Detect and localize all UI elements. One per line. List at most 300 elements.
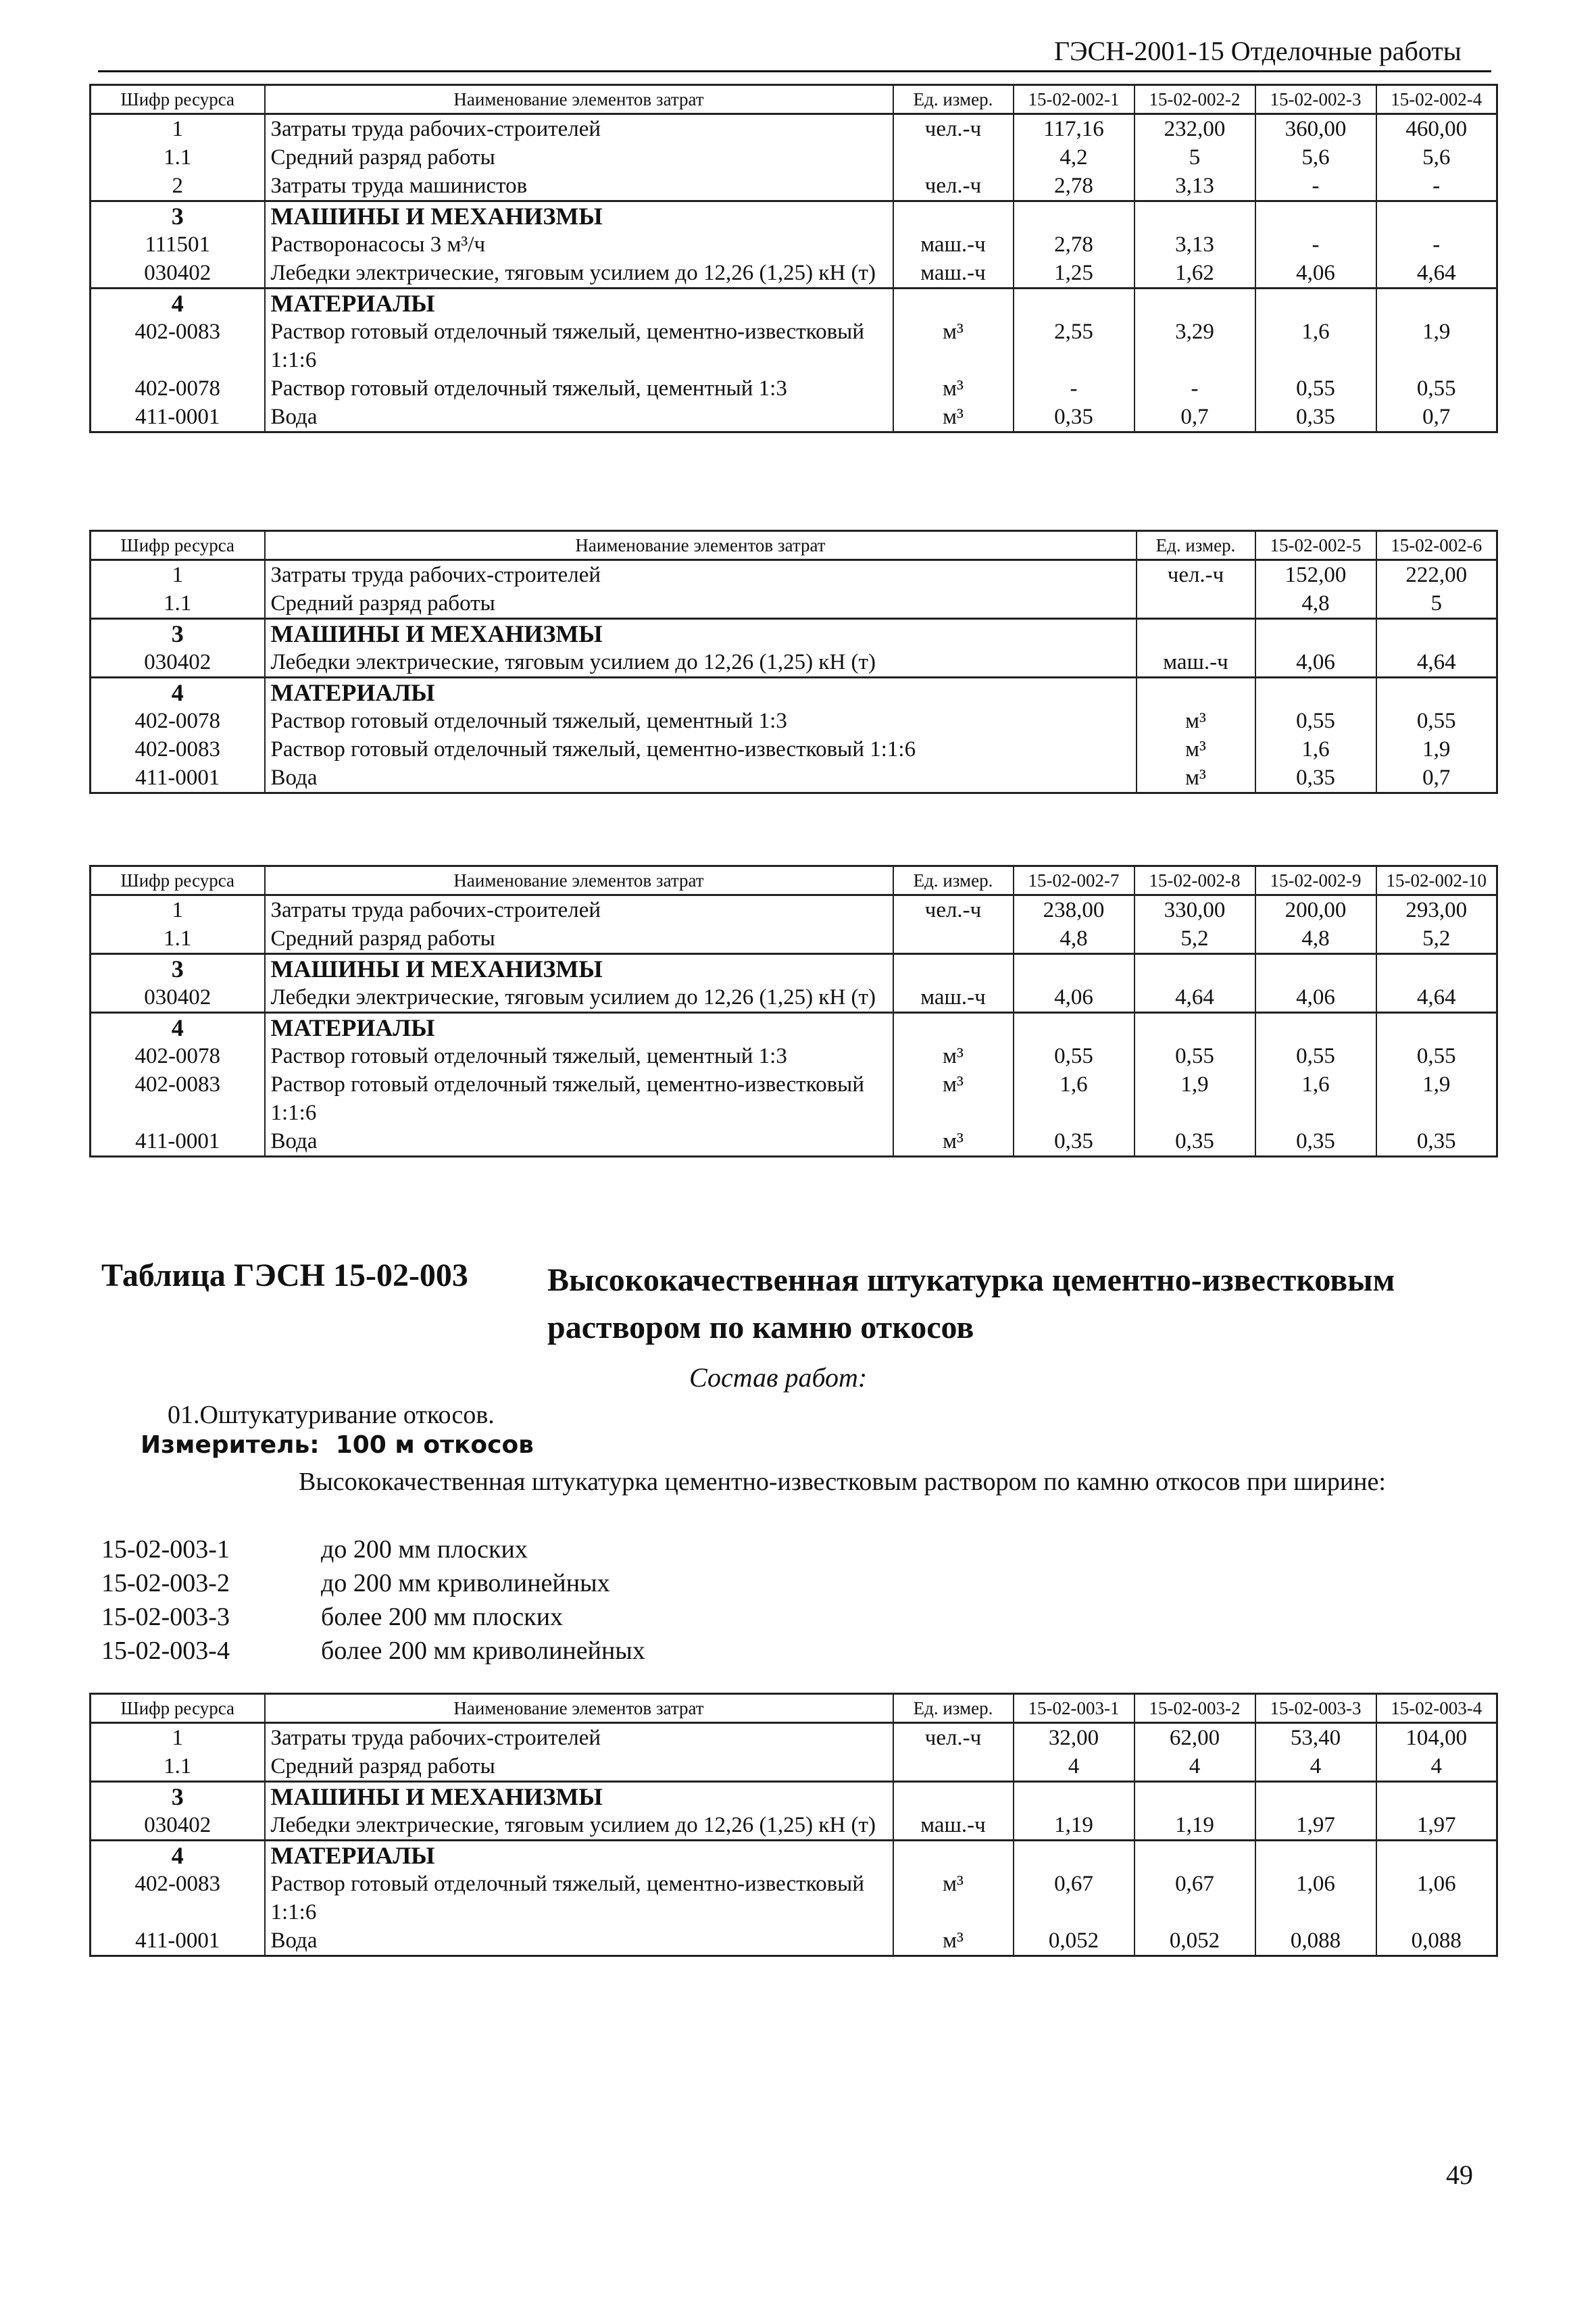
- row-value: 460,00: [1376, 114, 1497, 144]
- row-value: 238,00: [1014, 895, 1134, 925]
- row-value: 0,35: [1014, 1127, 1134, 1157]
- row-name: Средний разряд работы: [265, 589, 1137, 619]
- row-value: [1376, 619, 1497, 649]
- table-row: [91, 1870, 1497, 1926]
- row-unit: [1137, 589, 1255, 619]
- row-code: 411-0001: [91, 1926, 265, 1956]
- table-header-row: [91, 1694, 1497, 1723]
- row-name: Средний разряд работы: [265, 1752, 893, 1782]
- header-rule: [98, 70, 1491, 72]
- row-code: 402-0083: [91, 735, 265, 764]
- variant-desc: более 200 мм криволинейных: [321, 1637, 645, 1665]
- row-code: 411-0001: [91, 1127, 265, 1157]
- section-name: МАШИНЫ И МЕХАНИЗМЫ: [265, 201, 893, 231]
- row-name: Затраты труда рабочих-строителей: [265, 560, 1137, 590]
- section-name: МАТЕРИАЛЫ: [265, 289, 893, 318]
- row-unit: маш.-ч: [893, 230, 1014, 259]
- header-code: Шифр ресурса: [91, 85, 265, 114]
- row-value: 0,67: [1134, 1870, 1255, 1926]
- row-value: [1014, 1841, 1134, 1870]
- row-value: 0,088: [1376, 1926, 1497, 1956]
- table-row: [91, 707, 1497, 735]
- table-row: [91, 318, 1497, 374]
- row-code: 402-0078: [91, 1042, 265, 1070]
- row-value: 32,00: [1014, 1723, 1134, 1753]
- row-unit: [893, 201, 1014, 231]
- row-unit: м³: [893, 1070, 1014, 1127]
- row-code: 402-0083: [91, 318, 265, 374]
- row-name: Вода: [265, 1926, 893, 1956]
- table-row: [91, 374, 1497, 403]
- row-code: 402-0078: [91, 707, 265, 735]
- row-value: 222,00: [1376, 560, 1497, 590]
- header-col: 15-02-002-3: [1255, 85, 1376, 114]
- row-unit: м³: [893, 374, 1014, 403]
- section-code: 3: [91, 201, 265, 231]
- row-unit: чел.-ч: [893, 895, 1014, 925]
- row-value: 0,35: [1134, 1127, 1255, 1157]
- row-value: 4,8: [1255, 589, 1376, 619]
- row-value: [1014, 201, 1134, 231]
- row-value: 4,64: [1376, 648, 1497, 678]
- row-unit: [893, 1841, 1014, 1870]
- row-name: Раствор готовый отделочный тяжелый, цементно-известковый 1:1:6: [265, 1870, 893, 1926]
- row-value: 5: [1376, 589, 1497, 619]
- row-value: 0,55: [1014, 1042, 1134, 1070]
- row-value: 232,00: [1134, 114, 1255, 144]
- row-unit: [893, 143, 1014, 172]
- section-row: [91, 1013, 1497, 1043]
- row-name: Средний разряд работы: [265, 143, 893, 172]
- row-value: [1134, 1841, 1255, 1870]
- table-row: [91, 1752, 1497, 1782]
- row-code: 411-0001: [91, 764, 265, 793]
- table-row: [91, 403, 1497, 432]
- row-code: 1: [91, 895, 265, 925]
- row-value: 2,78: [1014, 172, 1134, 201]
- row-value: 62,00: [1134, 1723, 1255, 1753]
- row-value: 0,052: [1014, 1926, 1134, 1956]
- row-unit: чел.-ч: [893, 1723, 1014, 1753]
- row-name: Лебедки электрические, тяговым усилием до 12,26 (1,25) кН (т): [265, 648, 1137, 678]
- table-row: [91, 589, 1497, 619]
- row-value: 0,35: [1376, 1127, 1497, 1157]
- row-value: 0,088: [1255, 1926, 1376, 1956]
- row-code: 111501: [91, 230, 265, 259]
- row-value: 0,7: [1376, 764, 1497, 793]
- running-header: ГЭСН-2001-15 Отделочные работы: [1054, 36, 1462, 66]
- list-item: [101, 1600, 645, 1634]
- variant-code: 15-02-003-4: [101, 1637, 230, 1665]
- row-value: [1134, 201, 1255, 231]
- section-name: МАТЕРИАЛЫ: [265, 1841, 893, 1870]
- row-unit: чел.-ч: [893, 114, 1014, 144]
- row-unit: м³: [893, 1042, 1014, 1070]
- row-value: 5,6: [1255, 143, 1376, 172]
- header-name: Наименование элементов затрат: [265, 866, 893, 895]
- resource-table-2: [89, 530, 1498, 794]
- row-code: 2: [91, 172, 265, 201]
- row-value: [1255, 1782, 1376, 1812]
- list-item: [101, 1634, 645, 1668]
- row-value: 3,13: [1134, 172, 1255, 201]
- row-code: 1.1: [91, 1752, 265, 1782]
- header-col: 15-02-002-7: [1014, 866, 1134, 895]
- row-value: 0,7: [1134, 403, 1255, 432]
- row-name: Лебедки электрические, тяговым усилием до 12,26 (1,25) кН (т): [265, 1811, 893, 1841]
- row-value: 1,6: [1255, 318, 1376, 374]
- row-value: 1,19: [1134, 1811, 1255, 1841]
- resource-table-4: [89, 1693, 1498, 1957]
- row-value: [1014, 289, 1134, 318]
- row-value: 0,052: [1134, 1926, 1255, 1956]
- section-code: 4: [91, 1841, 265, 1870]
- table-header-row: [91, 866, 1497, 895]
- variant-code: 15-02-003-2: [101, 1569, 230, 1597]
- variants-intro: Высококачественная штукатурка цементно-известковым раствором по камню откосов при ширине:: [299, 1468, 1386, 1496]
- row-unit: м³: [893, 403, 1014, 432]
- header-col: 15-02-003-4: [1376, 1694, 1497, 1723]
- row-value: 4,64: [1376, 983, 1497, 1013]
- row-value: 2,78: [1014, 230, 1134, 259]
- row-value: 1,97: [1376, 1811, 1497, 1841]
- row-value: 1,06: [1255, 1870, 1376, 1926]
- row-unit: м³: [1137, 735, 1255, 764]
- row-name: Раствор готовый отделочный тяжелый, цементно-известковый 1:1:6: [265, 735, 1137, 764]
- row-value: -: [1376, 172, 1497, 201]
- row-value: 4,64: [1376, 259, 1497, 289]
- table-row: [91, 230, 1497, 259]
- row-value: [1255, 201, 1376, 231]
- row-value: 0,55: [1255, 707, 1376, 735]
- row-value: 0,67: [1014, 1870, 1134, 1926]
- row-unit: маш.-ч: [893, 1811, 1014, 1841]
- table-row: [91, 764, 1497, 793]
- row-unit: чел.-ч: [1137, 560, 1255, 590]
- section-row: [91, 201, 1497, 231]
- row-name: Раствор готовый отделочный тяжелый, цементно-известковый 1:1:6: [265, 1070, 893, 1127]
- row-value: 330,00: [1134, 895, 1255, 925]
- meter-label: Измеритель:: [141, 1431, 320, 1459]
- row-unit: м³: [893, 318, 1014, 374]
- row-name: Затраты труда машинистов: [265, 172, 893, 201]
- section-code: 3: [91, 1782, 265, 1812]
- row-value: 104,00: [1376, 1723, 1497, 1753]
- row-value: 1,9: [1376, 318, 1497, 374]
- row-value: 5,2: [1134, 924, 1255, 954]
- row-value: 1,6: [1255, 1070, 1376, 1127]
- table-row: [91, 1926, 1497, 1956]
- row-value: 5,2: [1376, 924, 1497, 954]
- section-row: [91, 1782, 1497, 1812]
- row-value: [1376, 201, 1497, 231]
- row-name: Растворонасосы 3 м³/ч: [265, 230, 893, 259]
- row-code: 1: [91, 560, 265, 590]
- row-value: 5: [1134, 143, 1255, 172]
- section-name: МАТЕРИАЛЫ: [265, 1013, 893, 1043]
- header-unit: Ед. измер.: [1137, 531, 1255, 560]
- row-name: Раствор готовый отделочный тяжелый, цементный 1:3: [265, 374, 893, 403]
- row-code: 1.1: [91, 143, 265, 172]
- resource-table-3: [89, 865, 1498, 1158]
- row-value: 1,25: [1014, 259, 1134, 289]
- row-value: 1,9: [1376, 735, 1497, 764]
- list-item: [101, 1533, 645, 1566]
- row-value: 1,9: [1376, 1070, 1497, 1127]
- section-row: [91, 1841, 1497, 1870]
- row-value: 2,55: [1014, 318, 1134, 374]
- row-unit: [893, 1782, 1014, 1812]
- row-code: 030402: [91, 1811, 265, 1841]
- table-row: [91, 560, 1497, 590]
- table-row: [91, 1127, 1497, 1157]
- row-name: Раствор готовый отделочный тяжелый, цементный 1:3: [265, 707, 1137, 735]
- row-unit: м³: [1137, 764, 1255, 793]
- row-value: 4: [1376, 1752, 1497, 1782]
- row-value: [1134, 1013, 1255, 1043]
- row-name: Раствор готовый отделочный тяжелый, цементный 1:3: [265, 1042, 893, 1070]
- variant-code: 15-02-003-3: [101, 1603, 230, 1631]
- row-value: 1,06: [1376, 1870, 1497, 1926]
- header-col: 15-02-002-2: [1134, 85, 1255, 114]
- row-value: 0,55: [1255, 1042, 1376, 1070]
- row-unit: м³: [893, 1926, 1014, 1956]
- work-item: 01.Оштукатуривание откосов.: [168, 1401, 495, 1429]
- row-code: 030402: [91, 983, 265, 1013]
- row-name: Затраты труда рабочих-строителей: [265, 895, 893, 925]
- variant-code: 15-02-003-1: [101, 1535, 230, 1564]
- row-value: 4,06: [1014, 983, 1134, 1013]
- list-item: [101, 1566, 645, 1600]
- section-code: 4: [91, 678, 265, 707]
- row-unit: маш.-ч: [893, 983, 1014, 1013]
- header-col: 15-02-003-3: [1255, 1694, 1376, 1723]
- header-col: 15-02-003-2: [1134, 1694, 1255, 1723]
- row-value: -: [1376, 230, 1497, 259]
- row-name: Лебедки электрические, тяговым усилием до 12,26 (1,25) кН (т): [265, 259, 893, 289]
- header-code: Шифр ресурса: [91, 866, 265, 895]
- row-code: 1.1: [91, 924, 265, 954]
- row-value: 4,2: [1014, 143, 1134, 172]
- row-name: Лебедки электрические, тяговым усилием до 12,26 (1,25) кН (т): [265, 983, 893, 1013]
- section-row: [91, 954, 1497, 984]
- table-row: [91, 259, 1497, 289]
- row-code: 1: [91, 1723, 265, 1753]
- row-name: Затраты труда рабочих-строителей: [265, 114, 893, 144]
- row-code: 030402: [91, 259, 265, 289]
- section-name: МАШИНЫ И МЕХАНИЗМЫ: [265, 619, 1137, 649]
- row-value: [1255, 678, 1376, 707]
- row-value: 1,97: [1255, 1811, 1376, 1841]
- table-row: [91, 172, 1497, 201]
- table-row: [91, 114, 1497, 144]
- row-unit: м³: [893, 1127, 1014, 1157]
- row-unit: [893, 1752, 1014, 1782]
- table-header-row: [91, 85, 1497, 114]
- header-code: Шифр ресурса: [91, 1694, 265, 1723]
- row-value: 0,55: [1255, 374, 1376, 403]
- row-value: 1,9: [1134, 1070, 1255, 1127]
- row-unit: [893, 954, 1014, 984]
- row-unit: м³: [893, 1870, 1014, 1926]
- header-unit: Ед. измер.: [893, 85, 1014, 114]
- row-value: [1376, 289, 1497, 318]
- table-row: [91, 983, 1497, 1013]
- row-value: 4: [1255, 1752, 1376, 1782]
- table-row: [91, 648, 1497, 678]
- table-row: [91, 735, 1497, 764]
- row-value: 0,35: [1255, 403, 1376, 432]
- row-value: 0,35: [1014, 403, 1134, 432]
- section-code: 3: [91, 954, 265, 984]
- row-value: [1134, 289, 1255, 318]
- row-code: 411-0001: [91, 403, 265, 432]
- row-value: [1376, 1841, 1497, 1870]
- row-value: 0,55: [1376, 1042, 1497, 1070]
- row-value: [1014, 1782, 1134, 1812]
- row-value: 293,00: [1376, 895, 1497, 925]
- row-value: 53,40: [1255, 1723, 1376, 1753]
- row-unit: [1137, 619, 1255, 649]
- row-value: [1376, 678, 1497, 707]
- row-value: 1,6: [1014, 1070, 1134, 1127]
- row-value: 1,19: [1014, 1811, 1134, 1841]
- row-value: 3,29: [1134, 318, 1255, 374]
- row-unit: [893, 924, 1014, 954]
- row-value: [1376, 954, 1497, 984]
- header-unit: Ед. измер.: [893, 866, 1014, 895]
- resource-table-1: [89, 84, 1498, 433]
- row-value: 4,64: [1134, 983, 1255, 1013]
- table-row: [91, 1723, 1497, 1753]
- row-unit: чел.-ч: [893, 172, 1014, 201]
- section-code: 4: [91, 289, 265, 318]
- header-name: Наименование элементов затрат: [265, 531, 1137, 560]
- variant-list: [101, 1533, 645, 1668]
- header-col: 15-02-002-8: [1134, 866, 1255, 895]
- section-code: 3: [91, 619, 265, 649]
- row-name: Средний разряд работы: [265, 924, 893, 954]
- table-row: [91, 895, 1497, 925]
- row-value: 0,35: [1255, 764, 1376, 793]
- row-value: 5,6: [1376, 143, 1497, 172]
- work-composition-label: Состав работ:: [689, 1362, 868, 1393]
- table-heading: Высококачественная штукатурка цементно-известковым раствором по камню откосов: [547, 1262, 1395, 1345]
- header-unit: Ед. измер.: [893, 1694, 1014, 1723]
- row-value: [1134, 1782, 1255, 1812]
- row-value: 0,55: [1376, 374, 1497, 403]
- row-value: [1134, 954, 1255, 984]
- variant-desc: более 200 мм плоских: [321, 1603, 564, 1631]
- header-name: Наименование элементов затрат: [265, 85, 893, 114]
- row-code: 1: [91, 114, 265, 144]
- row-value: [1255, 954, 1376, 984]
- row-value: 0,35: [1255, 1127, 1376, 1157]
- row-unit: м³: [1137, 707, 1255, 735]
- row-name: Раствор готовый отделочный тяжелый, цементно-известковый 1:1:6: [265, 318, 893, 374]
- header-code: Шифр ресурса: [91, 531, 265, 560]
- row-unit: маш.-ч: [893, 259, 1014, 289]
- row-unit: [1137, 678, 1255, 707]
- section-row: [91, 289, 1497, 318]
- row-code: 402-0078: [91, 374, 265, 403]
- variant-desc: до 200 мм криволинейных: [321, 1569, 610, 1597]
- row-value: 200,00: [1255, 895, 1376, 925]
- row-value: 3,13: [1134, 230, 1255, 259]
- section-code: 4: [91, 1013, 265, 1043]
- section-name: МАШИНЫ И МЕХАНИЗМЫ: [265, 954, 893, 984]
- row-value: [1014, 954, 1134, 984]
- variant-desc: до 200 мм плоских: [321, 1535, 528, 1564]
- row-value: [1255, 1841, 1376, 1870]
- section-name: МАТЕРИАЛЫ: [265, 678, 1137, 707]
- row-unit: [893, 289, 1014, 318]
- row-unit: [893, 1013, 1014, 1043]
- row-name: Вода: [265, 764, 1137, 793]
- row-value: -: [1255, 172, 1376, 201]
- row-value: 4: [1014, 1752, 1134, 1782]
- meter-value: 100 м откосов: [335, 1431, 534, 1459]
- header-col: 15-02-003-1: [1014, 1694, 1134, 1723]
- row-value: 4,8: [1255, 924, 1376, 954]
- row-value: [1255, 289, 1376, 318]
- row-name: Вода: [265, 1127, 893, 1157]
- table-row: [91, 143, 1497, 172]
- row-value: 117,16: [1014, 114, 1134, 144]
- header-col: 15-02-002-6: [1376, 531, 1497, 560]
- row-value: 152,00: [1255, 560, 1376, 590]
- meter-line: [141, 1431, 534, 1459]
- row-code: 030402: [91, 648, 265, 678]
- header-col: 15-02-002-4: [1376, 85, 1497, 114]
- row-value: 360,00: [1255, 114, 1376, 144]
- row-value: 4,8: [1014, 924, 1134, 954]
- row-value: [1376, 1013, 1497, 1043]
- header-col: 15-02-002-10: [1376, 866, 1497, 895]
- table-row: [91, 1811, 1497, 1841]
- section-row: [91, 678, 1497, 707]
- row-value: -: [1255, 230, 1376, 259]
- row-code: 402-0083: [91, 1070, 265, 1127]
- row-value: 0,7: [1376, 403, 1497, 432]
- row-value: 4,06: [1255, 648, 1376, 678]
- row-value: [1376, 1782, 1497, 1812]
- row-value: 1,62: [1134, 259, 1255, 289]
- page-number: 49: [1446, 2160, 1473, 2190]
- row-code: 1.1: [91, 589, 265, 619]
- table-number-title: Таблица ГЭСН 15-02-003: [101, 1258, 468, 1293]
- row-value: 0,55: [1134, 1042, 1255, 1070]
- table-row: [91, 1042, 1497, 1070]
- row-code: 402-0083: [91, 1870, 265, 1926]
- table-row: [91, 924, 1497, 954]
- row-unit: маш.-ч: [1137, 648, 1255, 678]
- row-value: 4,06: [1255, 983, 1376, 1013]
- row-value: [1014, 1013, 1134, 1043]
- table-header-row: [91, 531, 1497, 560]
- row-value: [1255, 619, 1376, 649]
- row-value: -: [1014, 374, 1134, 403]
- row-name: Вода: [265, 403, 893, 432]
- row-value: 4,06: [1255, 259, 1376, 289]
- header-name: Наименование элементов затрат: [265, 1694, 893, 1723]
- header-col: 15-02-002-9: [1255, 866, 1376, 895]
- row-value: 1,6: [1255, 735, 1376, 764]
- row-value: 0,55: [1376, 707, 1497, 735]
- row-value: -: [1134, 374, 1255, 403]
- section-name: МАШИНЫ И МЕХАНИЗМЫ: [265, 1782, 893, 1812]
- row-value: [1255, 1013, 1376, 1043]
